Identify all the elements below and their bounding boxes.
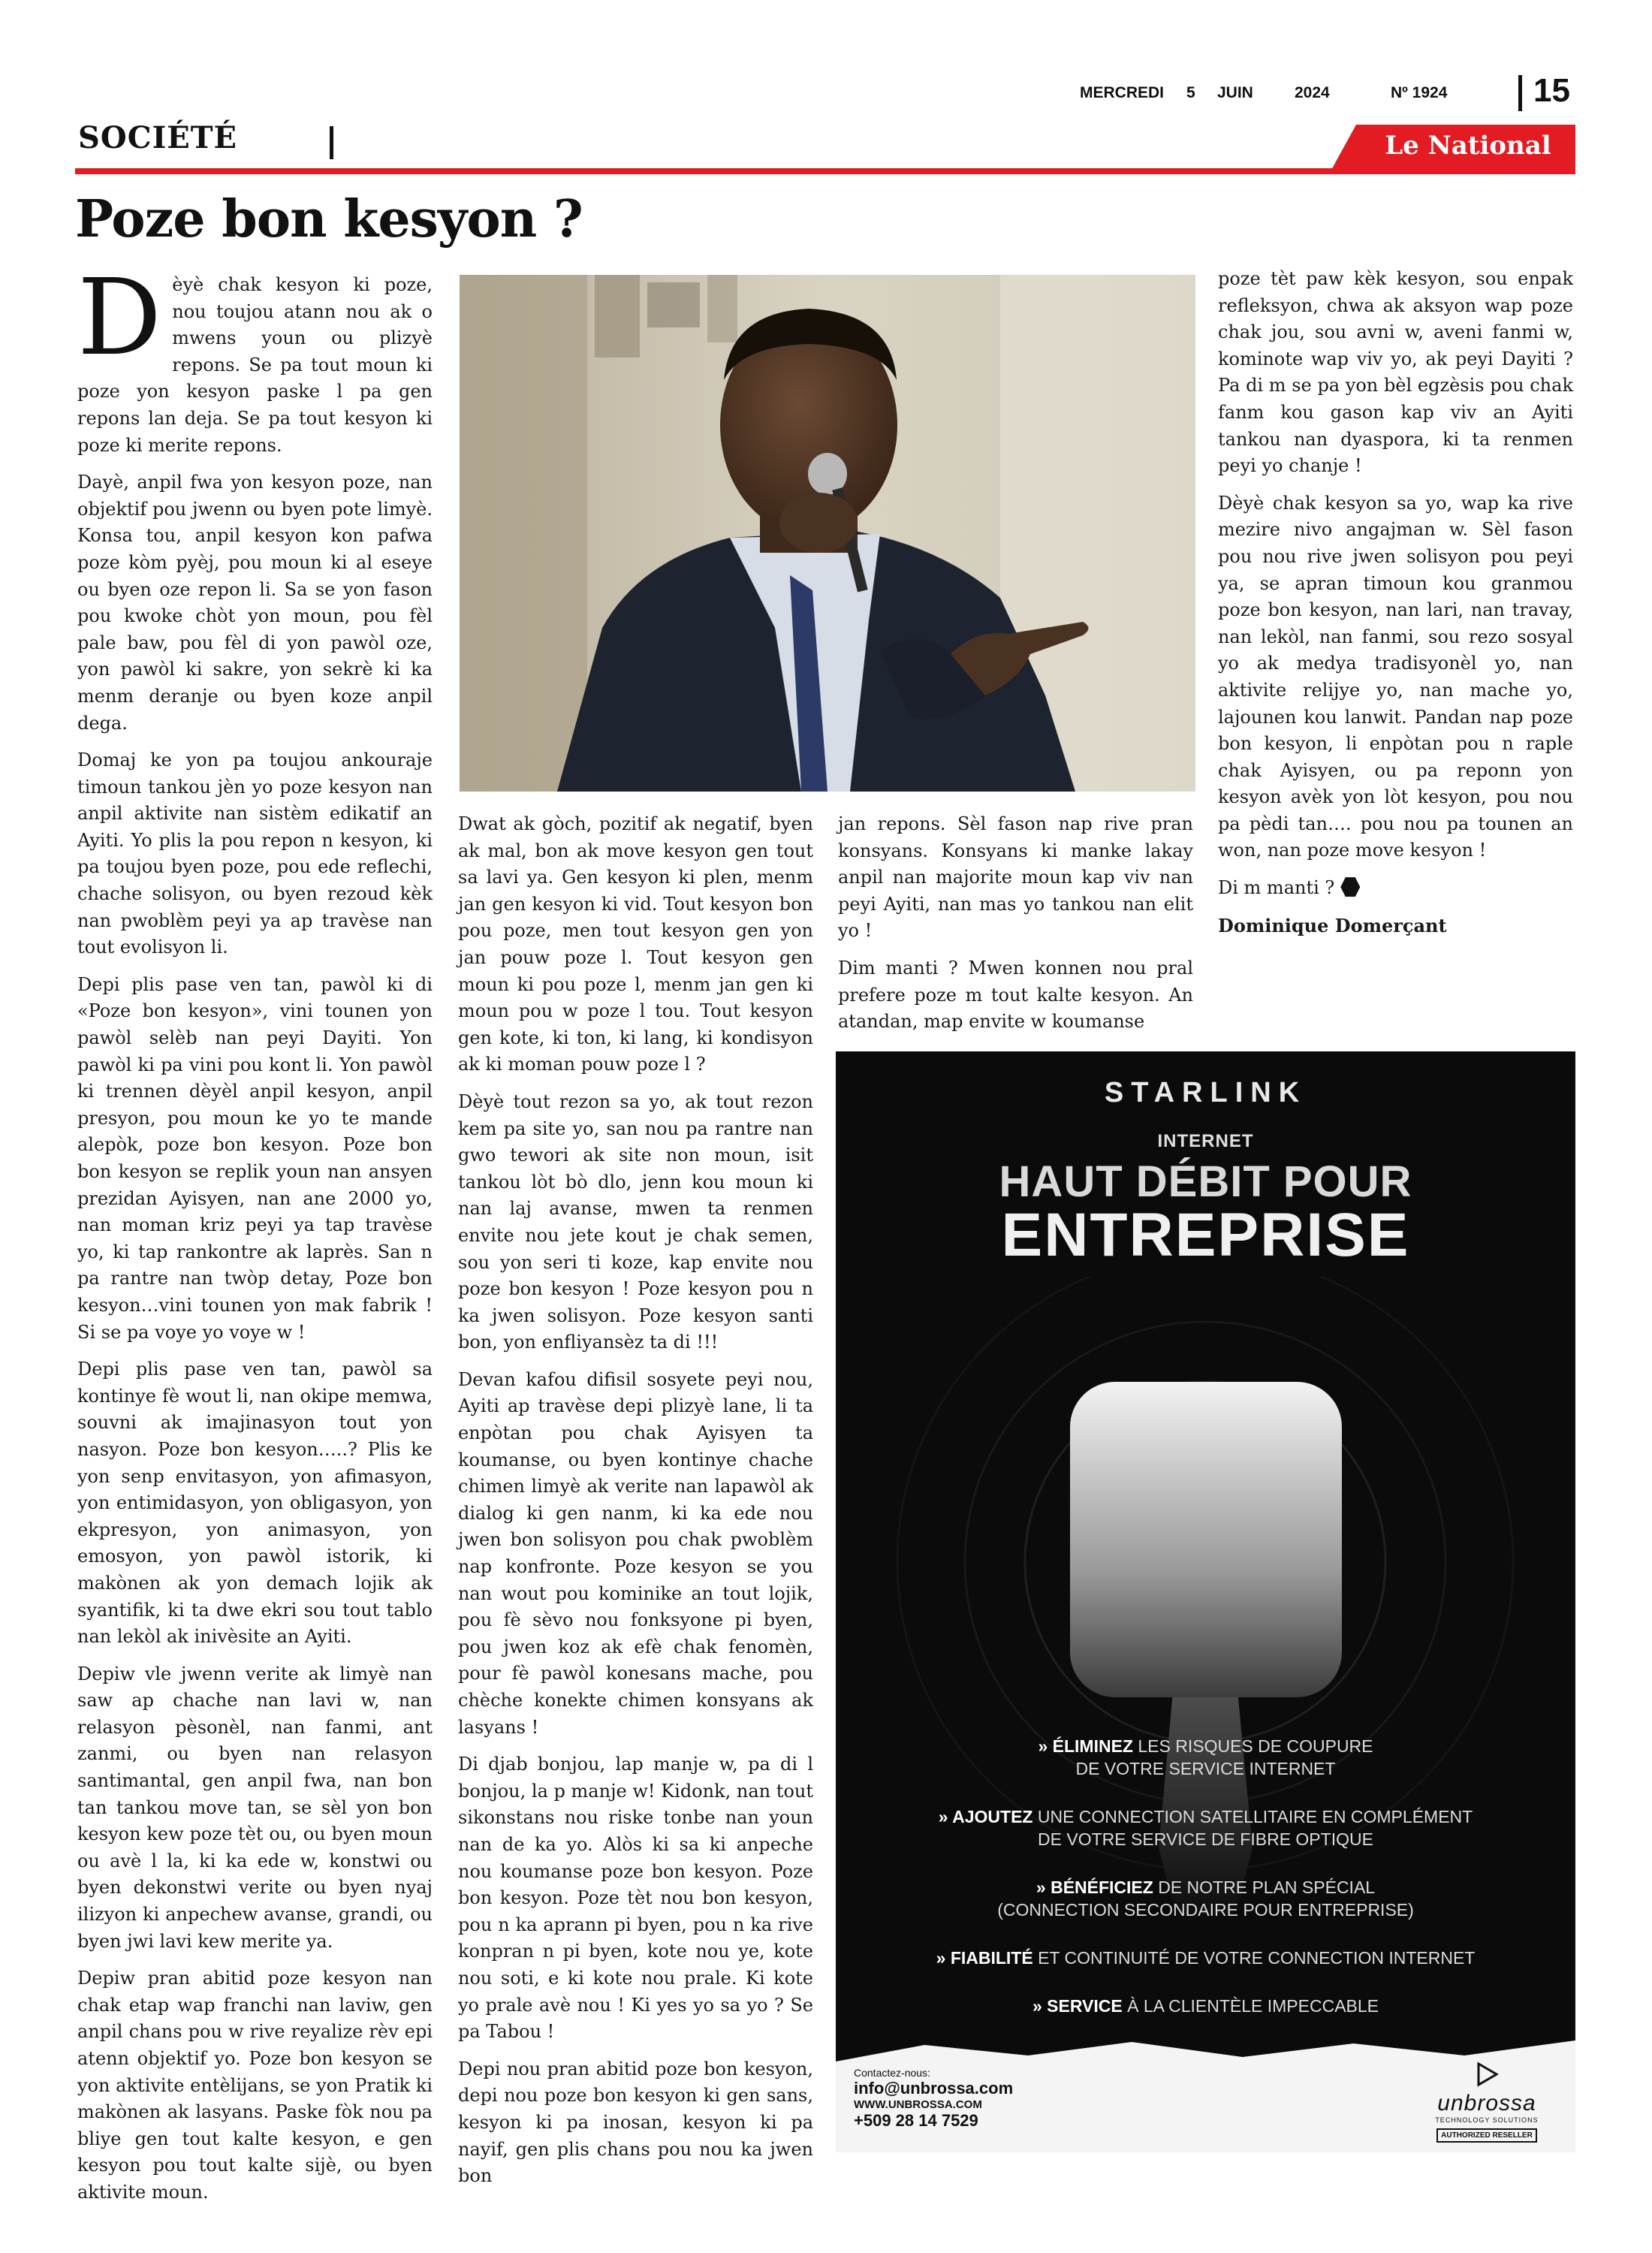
article-column-4 bbox=[1218, 266, 1573, 949]
header-rule bbox=[75, 168, 1575, 174]
date-year: 2024 bbox=[1295, 84, 1330, 101]
paragraph: Depi plis pase ven tan, pawòl sa kontinye fè wout li, nan okipe memwa, souvni ak imajinasyon tout yon nasyon. Poze bon kesyon…..? Plis ke yon senp envitasyon, yon afimasyon, yon entimidasyon, yon obligasyon, yon ekpresyon, yon animasyon, yon emosyon, yon pawòl istorik, ki makònen ak yon demach lojik ak syantifik, ki ta dwe ekri sou tout tablo nan lekòl ak inivèsite an Ayiti. bbox=[77, 1359, 433, 1648]
paragraph: Di djab bonjou, lap manje w, pa di l bonjou, la p manje w! Kidonk, nan tout sikonstans nou riske tonbe nan youn nan de ka yo. Alòs ki sa ki anpeche nou koumanse poze bon kesyon. Poze bon kesyon. Poze tèt nou bon kesyon, pou n ka aprann pi byen, pou n ka rive konpran n pi byen, kote nou ye, kote nou soti, e ki kote nou prale. Ki kote yo prale avè nou ! Ki yes yo sa yo ? Se pa Tabou ! bbox=[458, 1754, 813, 2043]
paragraph: poze tèt paw kèk kesyon, sou enpak refleksyon, chwa ak aksyon wap poze chak jou, sou avni w, aveni fanmi w, kominote wap viv yo, ak peyi Dayiti ? Pa di m se pa yon bèl egzèsis pou chak fanm kou gason kap viv an Ayiti tankou nan dyaspora, ki ta renmen peyi yo chanje ! bbox=[1218, 268, 1573, 477]
section-divider bbox=[330, 126, 333, 159]
paragraph: Domaj ke yon pa toujou ankouraje timoun tankou jèn yo poze kesyon nan anpil aktivite nan sistèm edikatif an Ayiti. Yo plis la pou repon n kesyon, ki pa toujou byen poze, pou ede reflechi, chache solisyon, ou byen rezoud kèk nan pwoblèm peyi ya ap travèse nan tout evolisyon li. bbox=[77, 749, 433, 958]
article-photo bbox=[460, 275, 1195, 792]
contact-email[interactable]: info@unbrossa.com bbox=[854, 2079, 1014, 2098]
page-number-divider bbox=[1518, 75, 1522, 111]
ad-benefit: » AJOUTEZ UNE CONNECTION SATELLITAIRE EN COMPLÉMENT DE VOTRE SERVICE DE FIBRE OPTIQUE bbox=[938, 1807, 1473, 1849]
drop-cap: D bbox=[77, 257, 162, 379]
paragraph: Depiw vle jwenn verite ak limyè nan saw ap chache nan lavi w, nan relasyon pèsonèl, nan fanmi, ant zanmi, ou byen nan relasyon santimantal, gen anpil fwa, nan bon tan tankou move tan, se sèl yon bon kesyon kew poze tèt ou, ou byen moun ou avè l la, ki ka ede w, konstwi ou byen dekonstwi verite ou byen nyaj ilizyon ki anpechew avanse, grandi, ou byen jwi lavi kew merite ya. bbox=[77, 1663, 433, 1952]
speaker-photo bbox=[460, 275, 1195, 792]
article-title: Poze bon kesyon ? bbox=[75, 189, 583, 249]
paragraph: Depi nou pran abitid poze bon kesyon, depi nou poze bon kesyon ki gen sans, kesyon ki pa inosan, kesyon ki pa nayif, gen plis chans pou nou ka jwen bon bbox=[458, 2058, 813, 2187]
logo-tagline: TECHNOLOGY SOLUTIONS bbox=[1435, 2116, 1539, 2124]
article-column-3 bbox=[838, 811, 1193, 1046]
author-byline: Dominique Domerçant bbox=[1218, 914, 1447, 936]
contact-website[interactable]: WWW.UNBROSSA.COM bbox=[854, 2098, 982, 2111]
paragraph: Dim manti ? Mwen konnen nou pral prefere poze m tout kalte kesyon. An atandan, map envite w koumanse bbox=[838, 957, 1193, 1033]
paragraph: Depi plis pase ven tan, pawòl ki di «Poze bon kesyon», vini tounen yon pawòl selèb nan peyi Dayiti. Yon pawòl ki pa vini pou kont li. Yon pawòl ki trennen dèyèl anpil kesyon, anpil presyon, pou moun ke yo te mande alepòk, poze bon kesyon. Poze bon bon kesyon se replik youn nan ansyen prezidan Ayisyen, nan ane 2000 yo, nan moman kriz peyi ya tap travèse yo, ki tap rankontre ak laprès. San n pa rantre nan twòp detay, Poze bon kesyon…vini tounen yon mak fabrik ! Si se pa voye yo voye w ! bbox=[77, 973, 433, 1343]
article-column-1 bbox=[77, 257, 433, 2217]
ad-benefit: » FIABILITÉ ET CONTINUITÉ DE VOTRE CONNECTION INTERNET bbox=[936, 1948, 1476, 1968]
article-column-2 bbox=[458, 811, 813, 2200]
publication-name: Le National bbox=[1385, 131, 1551, 161]
contact-phone[interactable]: +509 28 14 7529 bbox=[854, 2111, 978, 2130]
paragraph: Dèyè chak kesyon sa yo, wap ka rive mezire nivo angajman w. Sèl fason pou nou rive jwen solisyon pou peyi ya, se apran timoun kou granmou poze bon kesyon, nan lari, nan travay, nan lekòl, nan fanmi, sou rezo sosyal yo ak medya tradisyonèl yo, nan aktivite relijye yo, nan mache yo, lajounen kou lanwit. Pandan nap poze bon kesyon, li enpòtan pou n raple chak Ayisyen, ou pa reponn yon kesyon avèk yon lòt kesyon, pou nou pa pèdi tan…. pou nou pa tounen an won, nan poze move kesyon ! bbox=[1218, 492, 1573, 861]
section-title: SOCIÉTÉ bbox=[78, 120, 238, 155]
ad-title-line-2: ENTREPRISE bbox=[1001, 1201, 1410, 1269]
paragraph: Dwat ak gòch, pozitif ak negatif, byen ak mal, bon ak move kesyon gen tout sa lavi ya. Gen kesyon ki plen, menm jan gen kesyon ki vid. Tout kesyon bon pou poze, men tout kesyon gen yon jan pouw poze l. Tout kesyon gen moun ki pou poze l, menm jan gen ki moun pou w poze l tou. Tout kesyon gen kote, ki ton, ki lang, ki kondisyon ak ki moman pouw poze l ? bbox=[458, 813, 813, 1075]
paragraph: jan repons. Sèl fason nap rive pran konsyans. Konsyans ki manke lakay anpil nan majorite moun kap viv nan peyi Ayiti, nan mas yo tankou nan elit yo ! bbox=[838, 813, 1193, 942]
date-day: 5 bbox=[1186, 84, 1195, 101]
paragraph: Devan kafou difisil sosyete peyi nou, Ayiti ap travèse depi plizyè lane, li ta enpòtan pou chak Ayisyen ta koumanse, ou byen kontinye chache chimen limyè ak verite nan lapawòl ak dialog ki gen nanm, ki ka ede nou jwen bon solisyon pou chak pwoblèm nap konfronte. Poze kesyon se you nan wout pou kominike an tout lojik, pou fè sèvo nou fonksyone pi byen, pou jwen koz ak efè chak fenomèn, pour fè pawòl konesans mache, pou chèche konekte chimen konsyans ak lasyans ! bbox=[458, 1368, 813, 1738]
ad-contact bbox=[854, 2067, 1013, 2131]
reseller-badge: AUTHORIZED RESELLER bbox=[1436, 2128, 1537, 2143]
page-number: 15 bbox=[1533, 72, 1570, 109]
contact-label: Contactez-nous: bbox=[854, 2067, 930, 2079]
logo-word: unbrossa bbox=[1437, 2091, 1536, 2116]
ad-title-line-1: HAUT DÉBIT POUR bbox=[999, 1157, 1412, 1206]
issue-number: Nº 1924 bbox=[1391, 84, 1448, 101]
play-arrow-icon bbox=[1474, 2061, 1500, 2087]
paragraph: Dayè, anpil fwa yon kesyon poze, nan objektif pou jwenn ou byen pote limyè. Konsa tou, anpil kesyon kon pafwa poze kòm pyèj, pou moun ki al eseye ou byen oze repon li. Sa se yon fason pou kwoke chòt yon moun, pou fèl pale baw, pou fèl di yon pawòl oze, yon pawòl ki sakre, yon sekrè ki ka menm deranje ou byen koze anpil dega. bbox=[77, 472, 433, 734]
ad-benefit: » SERVICE À LA CLIENTÈLE IMPECCABLE bbox=[1032, 1996, 1379, 2016]
ad-benefit: » BÉNÉFICIEZ DE NOTRE PLAN SPÉCIAL (CONNECTION SECONDAIRE POUR ENTREPRISE) bbox=[997, 1878, 1414, 1920]
unbrossa-logo bbox=[1415, 2061, 1558, 2143]
ad-benefits-list bbox=[866, 1735, 1545, 2043]
ad-brand: STARLINK bbox=[1104, 1077, 1307, 1108]
ad-kicker: INTERNET bbox=[1157, 1131, 1254, 1151]
starlink-advertisement bbox=[836, 1051, 1575, 2152]
paragraph: Depiw pran abitid poze kesyon nan chak etap wap franchi nan laviw, gen anpil chans pou w rive reyalize rèv epi atenn objektif yo. Poze bon kesyon se yon aktivite entèlijans, se yon Pratik ki makònen ak lasyans. Paske fòk nou pa bliye gen tout kalte kesyon, e gen kesyon pou tout kalte sijè, ou byen aktivite moun. bbox=[77, 1968, 433, 2203]
date-month: JUIN bbox=[1217, 84, 1253, 101]
paragraph: Dèyè chak kesyon ki poze, nou toujou atann nou ak o mwens youn ou plizyè repons. Se pa tout moun ki poze yon kesyon paske l pa gen repons lan deja. Se pa tout kesyon ki poze ki merite repons. bbox=[77, 257, 433, 456]
end-mark-icon bbox=[1340, 877, 1360, 897]
paragraph: Dèyè tout rezon sa yo, ak tout rezon kem pa site yo, san nou pa rantre nan gwo tewori ak site non moun, isit tankou lòt bò dlo, jenn kou moun ki nan laj avanse, mwen ta renmen envite nou jete kout je chak semen, sou yon seri ti koze, kap envite nou poze bon kesyon ! Poze kesyon pou n ka jwen solisyon. Poze kesyon santi bon, yon enfliyansèz ta di !!! bbox=[458, 1090, 813, 1353]
date-weekday: MERCREDI bbox=[1080, 84, 1165, 101]
closing-line: Di m manti ? bbox=[1218, 875, 1573, 902]
ad-benefit: » ÉLIMINEZ LES RISQUES DE COUPURE DE VOTRE SERVICE INTERNET bbox=[1038, 1736, 1373, 1778]
